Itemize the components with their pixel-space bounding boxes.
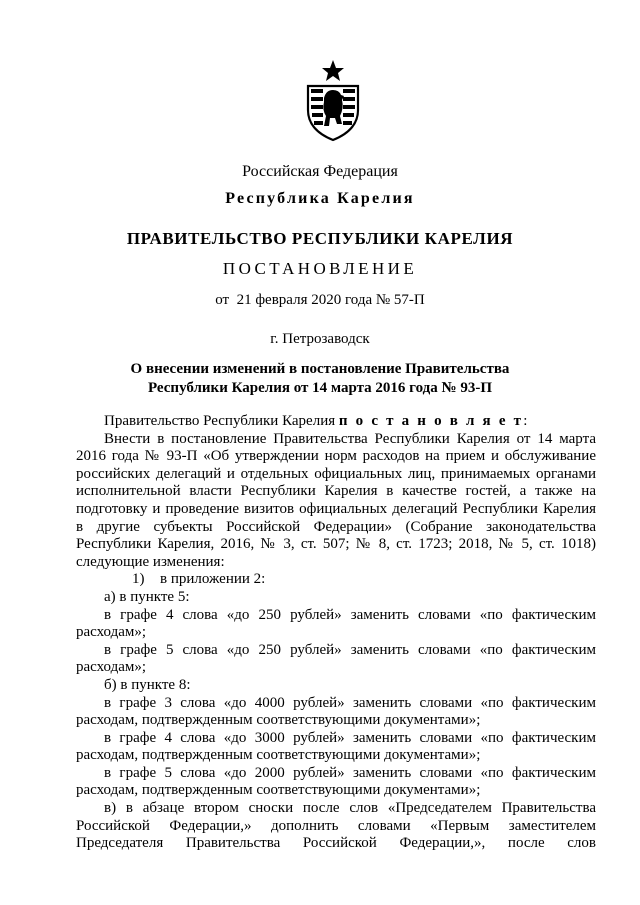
paragraph-subitem-b: б) в пункте 8: (104, 676, 191, 693)
paragraph-column-5-point-5: в графе 5 слова «до 250 рублей» заменить словами «по фактическим расходам»; (76, 641, 596, 676)
document-title-line2: Республики Карелия от 14 марта 2016 года № 93-П (147, 380, 493, 396)
paragraph-column-4-point-8: в графе 4 слова «до 3000 рублей» заменить словами «по фактическим расходам, подтвержденным соответствующими документами»; (76, 729, 596, 764)
republic-heading: Республика Карелия (225, 190, 415, 207)
resolves-word: п о с т а н о в л я е т (338, 413, 524, 429)
paragraph-resolves (76, 413, 596, 431)
paragraph-item-1 (76, 571, 596, 589)
country-heading: Российская Федерация (242, 163, 398, 180)
document-title-line1: О внесении изменений в постановление Правительства (130, 361, 510, 377)
resolves-colon: : (523, 413, 528, 429)
karelia-coat-of-arms-emblem (302, 58, 364, 142)
document-type-heading: ПОСТАНОВЛЕНИЕ (222, 259, 418, 278)
document-title (0, 360, 640, 398)
paragraph-subitem-v: в) в абзаце втором сноски после слов «Председателем Правительства Российской Федерации,» дополнить словами «Первым заместителем Председателя Правительства Российской Федерации,», после слов (76, 800, 596, 852)
paragraph-amend-intro: Внести в постановление Правительства Республики Карелия от 14 марта 2016 года № 93-П «Об утверждении норм расходов на прием и обслуживание российских делегаций и отдельных официальных лиц, принимаемых органами исполнительной власти Республики Карелия в качестве гостей, а также на подготовку и проведение визитов официальных делегаций Республики Карелия в другие субъекты Российской Федерации» (Собрание законодательства Республики Карелия, 2016, № 3, ст. 507; № 8, ст. 1723; 2018, № 5, ст. 1018) следующие изменения: (76, 430, 596, 570)
document-date-number: от 21 февраля 2020 года № 57-П (215, 292, 425, 308)
document-body (76, 413, 596, 853)
paragraph-subitem-a: а) в пункте 5: (104, 588, 190, 605)
item-number: 1) (132, 571, 145, 588)
government-heading: ПРАВИТЕЛЬСТВО РЕСПУБЛИКИ КАРЕЛИЯ (126, 229, 514, 248)
paragraph-column-5-point-8: в графе 5 слова «до 2000 рублей» заменить словами «по фактическим расходам, подтвержденным соответствующими документами»; (76, 764, 596, 799)
document-city: г. Петрозаводск (270, 331, 370, 347)
item-text: в приложении 2: (160, 571, 266, 588)
paragraph-column-3-point-8: в графе 3 слова «до 4000 рублей» заменить словами «по фактическим расходам, подтвержденным соответствующими документами»; (76, 694, 596, 729)
paragraph-resolves-text: Правительство Республики Карелия (104, 413, 339, 429)
paragraph-column-4-point-5: в графе 4 слова «до 250 рублей» заменить словами «по фактическим расходам»; (76, 606, 596, 641)
